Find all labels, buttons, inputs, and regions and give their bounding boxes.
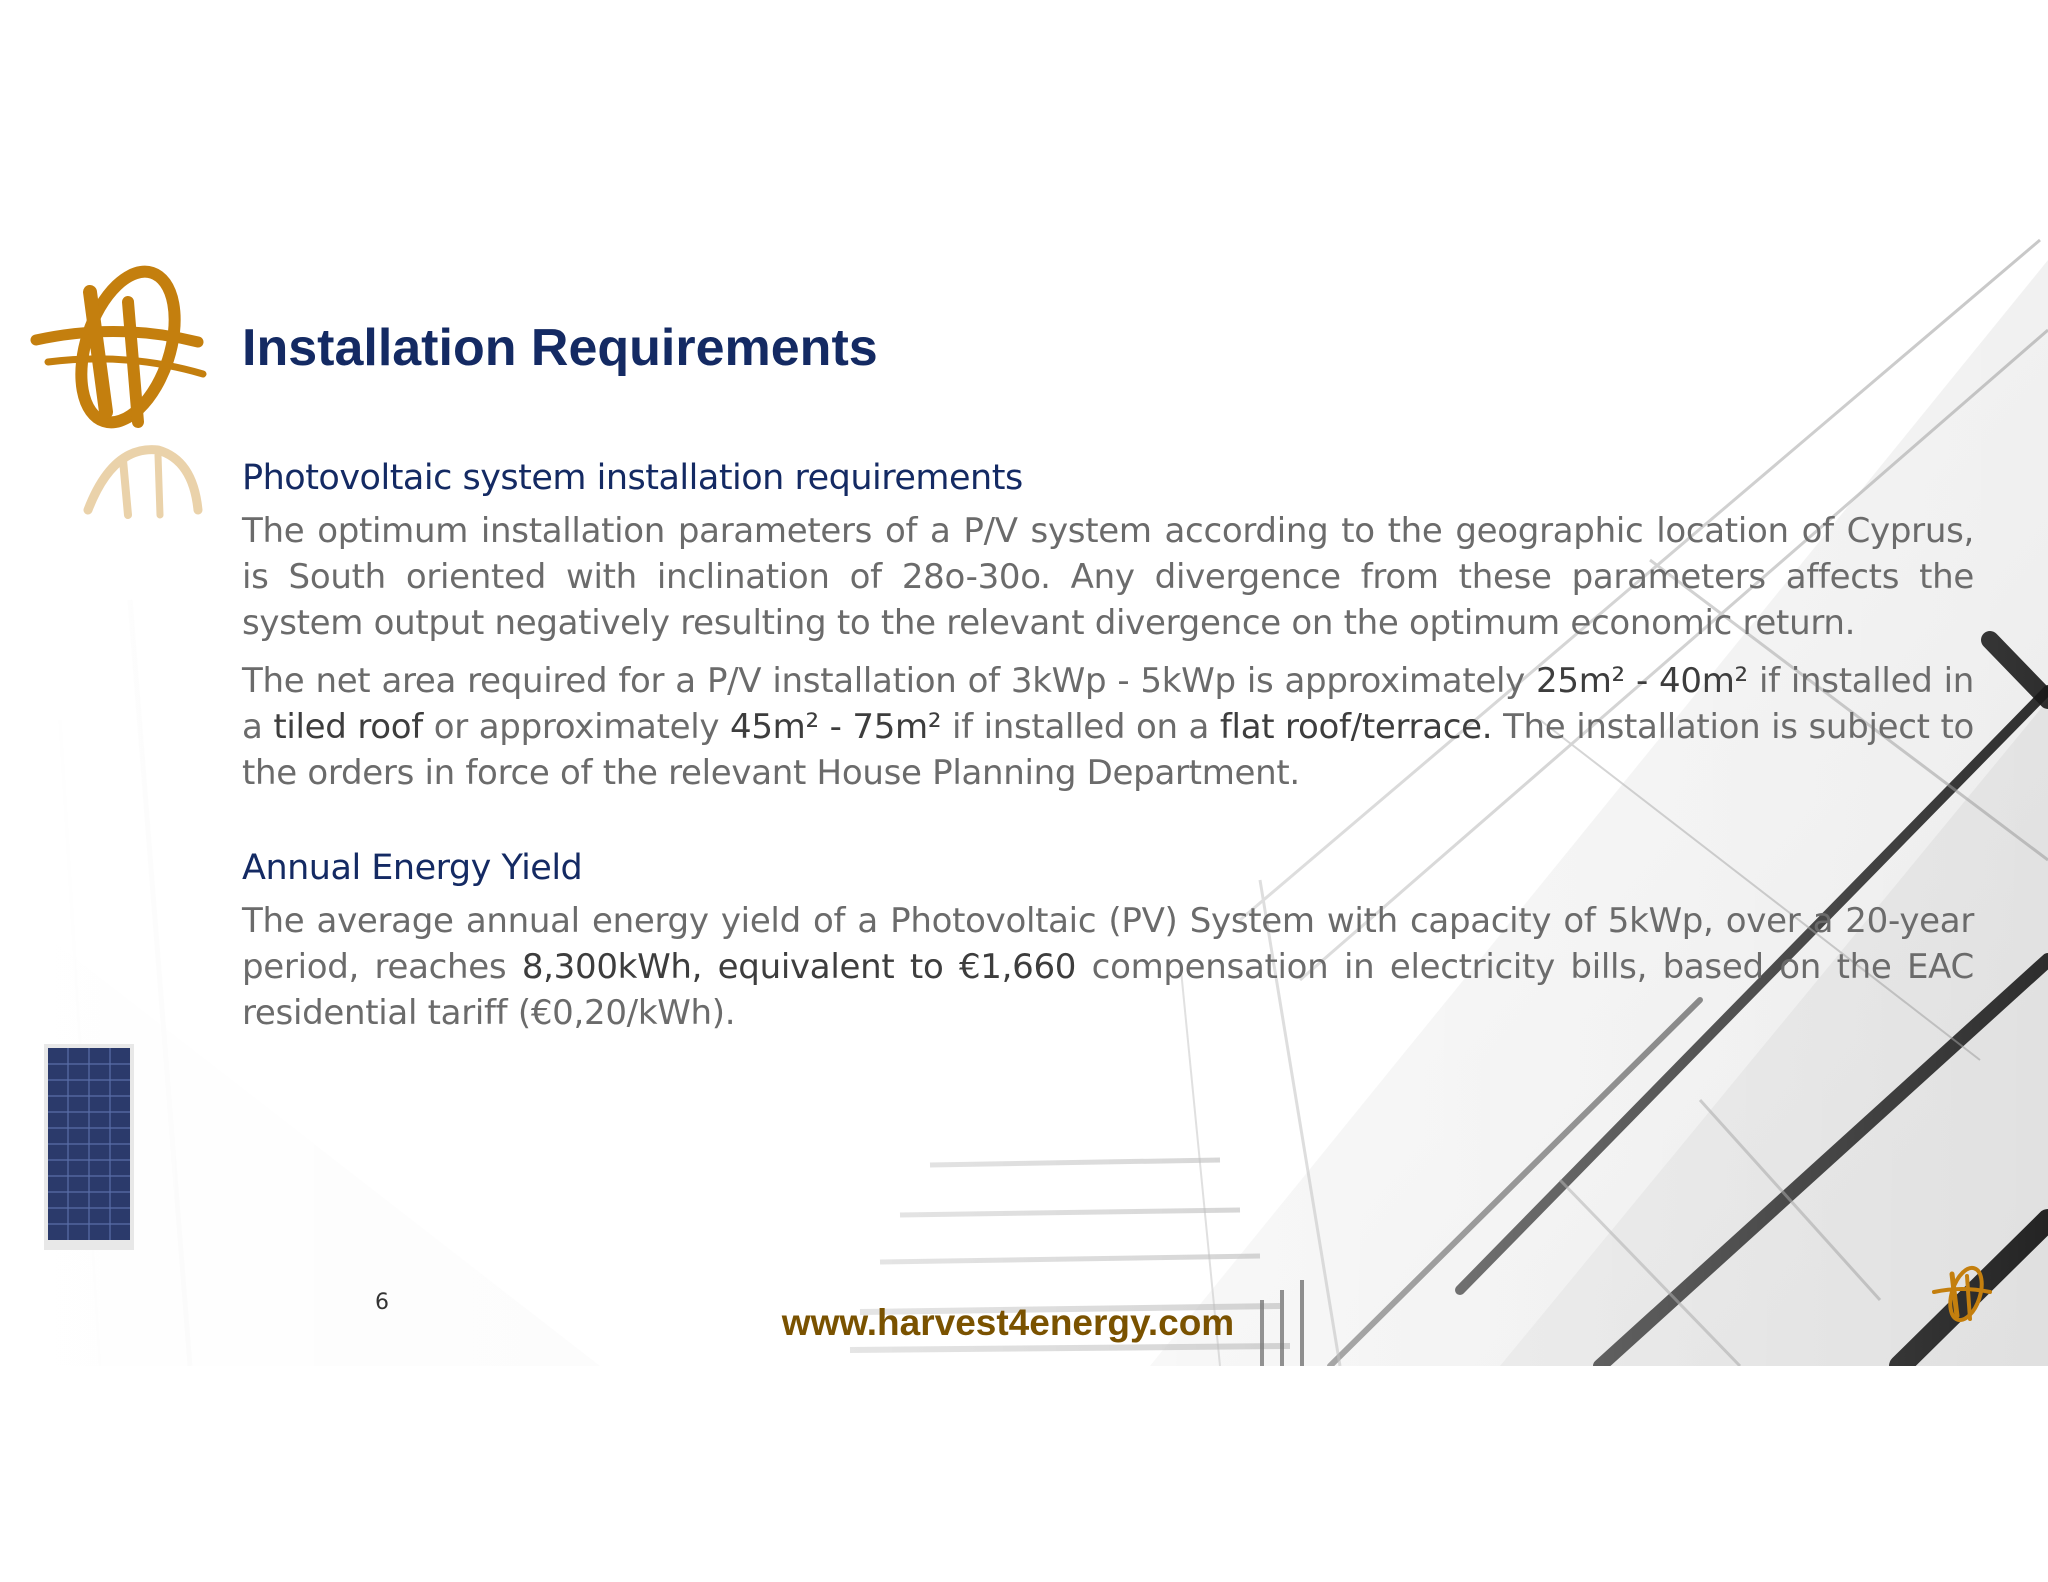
section-heading-pv-installation: Photovoltaic system installation requirements [242,458,1023,498]
section-gap [242,796,1974,842]
highlight-flat-area: 45m² - 75m² [730,707,942,747]
highlight-tiled-roof: tiled roof [273,707,423,747]
text-run: The installation is subject to the orders in force of the relevant House Planning Department. [242,707,1974,793]
highlight-tiled-area: 25m² - 40m² [1536,661,1748,701]
section-heading-energy-yield: Annual Energy Yield [242,848,583,888]
paragraph-optimum-parameters: The optimum installation parameters of a P/V system according to the geographic location of Cyprus, is South oriented with inclination of 28o-30o. Any divergence from these parameters affects the system output negatively resulting to the relevant divergence on the optimum economic return. [242,511,1974,643]
text-run: compensation in electricity bills, based on the EAC residential tariff (€0,20/kWh). [242,947,1974,1033]
highlight-energy-value: 8,300kWh, equivalent to €1,660 [521,947,1077,987]
slide-content [242,452,1974,1036]
paragraph-net-area [242,658,1974,796]
highlight-flat-roof: flat roof/terrace. [1219,707,1493,747]
page-number: 6 [375,1290,389,1315]
paragraph-energy-yield [242,898,1974,1036]
logo-reflection [68,440,208,520]
harvest4energy-logo-icon [28,262,208,442]
text-run: if installed in a [242,661,1974,747]
solar-panel-icon [44,1044,134,1250]
text-run: The net area required for a P/V installation of 3kWp - 5kWp is approximately [242,661,1537,701]
text-run: or approximately [422,707,730,747]
text-run: The average annual energy yield of a Photovoltaic (PV) System with capacity of 5kWp, over a 20-year period, reaches [242,901,1974,987]
text-run: if installed on a [941,707,1220,747]
website-link[interactable]: www.harvest4energy.com [781,1302,1235,1343]
slide-title: Installation Requirements [242,319,878,377]
